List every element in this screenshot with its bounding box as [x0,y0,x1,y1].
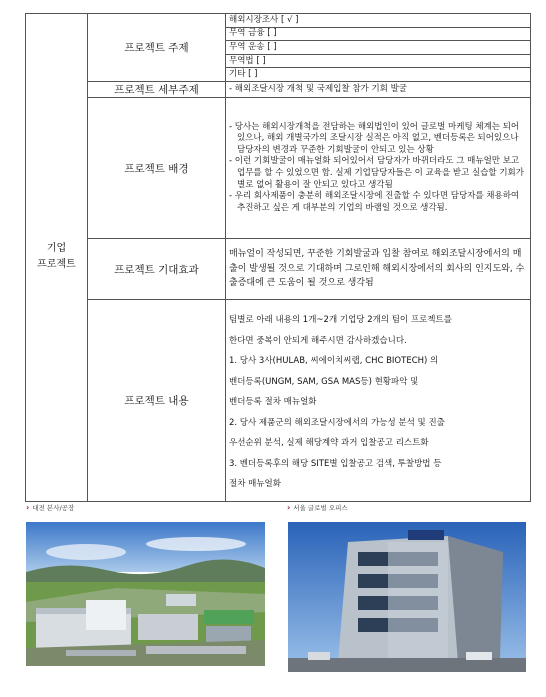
project-content [226,300,531,502]
caption-hq-text: 대전 본사/공장 [32,504,75,512]
option-other: 기타 [ ] [226,68,531,82]
caption-office-text: 서울 글로벌 오피스 [293,504,348,512]
content-line: 3. 벤더등록후의 해당 SITE별 입찰공고 검색, 투찰방법 등 [229,458,442,469]
expected-effect-content: 매뉴얼이 작성되면, 꾸준한 기회발굴과 입찰 참여로 해외조달시장에서의 매출이 발생될 것으로 기대하며 그로인해 해외시장에서의 회사의 인지도와, 수출증대에 큰 도움이 될 것으로 생각됨 [226,239,531,300]
label-content: 프로젝트 내용 [88,300,226,502]
background-item: - 당사는 해외시장개척을 전담하는 해외법인이 있어 글로벌 마케팅 체계는 되어있으나, 해외 개별국가의 조달시장 실적은 아직 없고, 벤더등록은 되어있으나 담당자의 변경과 꾸준한 기회발굴이 안되고 있는 상황 [229,121,520,155]
category-line-2: 프로젝트 [37,259,76,271]
chevron-right-icon: › [26,503,30,512]
project-table [25,13,531,502]
factory-photo [26,522,265,666]
option-trade-transport: 무역 운송 [ ] [226,41,531,55]
category-cell [26,14,88,502]
label-subtopic: 프로젝트 세부주제 [88,82,226,98]
content-line: 1. 당사 3사(HULAB, 씨에이치씨랩, CHC BIOTECH) 의 [229,356,439,366]
content-line: 한다면 중복이 안되게 해주시면 감사하겠습니다. [229,335,407,346]
content-line: 벤더등록(UNGM, SAM, GSA MAS등) 현황파악 및 [229,376,419,387]
content-line: 우선순위 분석, 실제 해당계약 과거 입찰공고 리스트화 [229,438,429,448]
office-photo [288,522,526,672]
background-content [226,98,531,239]
chevron-right-icon: › [287,503,291,512]
label-background: 프로젝트 배경 [88,98,226,239]
subtopic-content: - 해외조달시장 개척 및 국제입찰 참가 기회 발굴 [226,82,531,98]
option-trade-law: 무역법 [ ] [226,54,531,68]
category-line-1: 기업 [46,243,67,255]
label-expected-effect: 프로젝트 기대효과 [88,239,226,300]
caption-hq [26,503,74,512]
option-overseas-research: 해외시장조사 [ √ ] [226,14,531,28]
background-item: - 이런 기회발굴이 매뉴얼화 되어있어서 담당자가 바뀌더라도 그 매뉴얼만 보고 업무를 할 수 있었으면 함. 실제 기업담당자들은 이 교육을 받고 실습할 기회가 별로 없어 활용이 잘 안되고 있다고 생각됨 [229,156,524,190]
content-line: 절차 매뉴얼화 [229,479,281,489]
caption-office [287,503,348,512]
content-line: 벤더등록 절차 매뉴얼화 [229,397,317,407]
option-trade-finance: 무역 금융 [ ] [226,27,531,41]
content-line: 팀별로 아래 내용의 1개~2개 기업당 2개의 팀이 프로젝트를 [229,315,452,325]
content-line: 2. 당사 제품군의 해외조달시장에서의 가능성 분석 및 진출 [229,417,445,428]
background-item: - 우리 회사제품이 충분히 해외조달시장에 진출할 수 있다면 담당자를 채용하여 추진하고 싶은 게 대부분의 기업의 바램일 것으로 생각됨. [229,191,520,213]
label-topic: 프로젝트 주제 [88,14,226,82]
